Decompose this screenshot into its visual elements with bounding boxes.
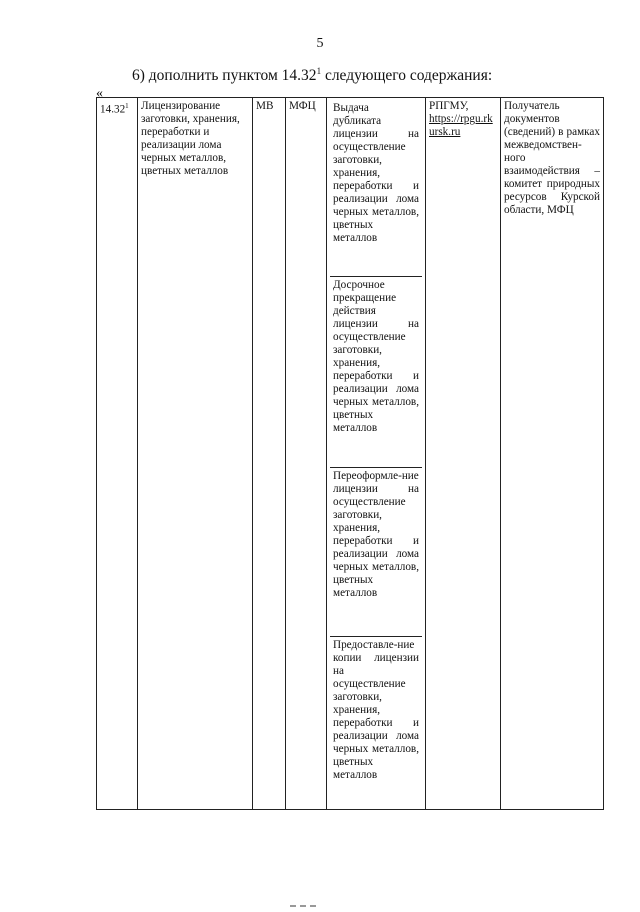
intro-text-end: следующего содержания: (321, 67, 493, 85)
opening-quote: « (96, 86, 103, 101)
licensing-name: Лицензирование заготовки, хранения, переработки и реализации лома черных металлов, цветных металлов (141, 100, 240, 177)
service-copy: Предоставле-ние копии лицензии на осуществление заготовки, хранения, переработки и реализации лома черных металлов, цветных металлов (333, 639, 419, 781)
mv-label: МВ (256, 100, 274, 112)
recipient-text: Получатель документов (сведений) в рамках межведомствен-ного взаимодействия – комитет природных ресурсов Курской области, МФЦ (504, 100, 600, 216)
mfc-cell (286, 98, 327, 810)
intro-superscript: 1 (316, 66, 322, 76)
portal-link[interactable]: https://rpgu.rkursk.ru (429, 113, 493, 138)
service-reissue: Переоформле-ние лицензии на осуществление заготовки, хранения, переработки и реализации лома черных металлов, цветных металлов (330, 468, 422, 637)
amendment-intro (132, 66, 492, 85)
item-number-cell (97, 98, 138, 810)
mv-cell (253, 98, 286, 810)
licensing-name-cell (138, 98, 253, 810)
service-early-termination: Досрочное прекращение действия лицензии на осуществление заготовки, хранения, переработки и реализации лома черных металлов, цветных металлов (330, 277, 422, 468)
services-cell (327, 98, 426, 810)
portal-name: РПГМУ, (429, 100, 469, 112)
table-row (97, 98, 604, 810)
mfc-label: МФЦ (289, 100, 316, 112)
item-number-superscript: 1 (125, 102, 129, 110)
portal-cell (426, 98, 501, 810)
page-number: 5 (316, 36, 324, 51)
item-number: 14.32 (100, 103, 126, 116)
footer-scan-mark (290, 894, 340, 898)
service-duplicate: Выдача дубликата лицензии на осуществление заготовки, хранения, переработки и реализации лома черных металлов, цветных металлов (330, 100, 422, 277)
services-table (96, 97, 604, 810)
recipient-cell (501, 98, 604, 810)
intro-text-start: 6) дополнить пунктом 14.32 (132, 67, 317, 85)
